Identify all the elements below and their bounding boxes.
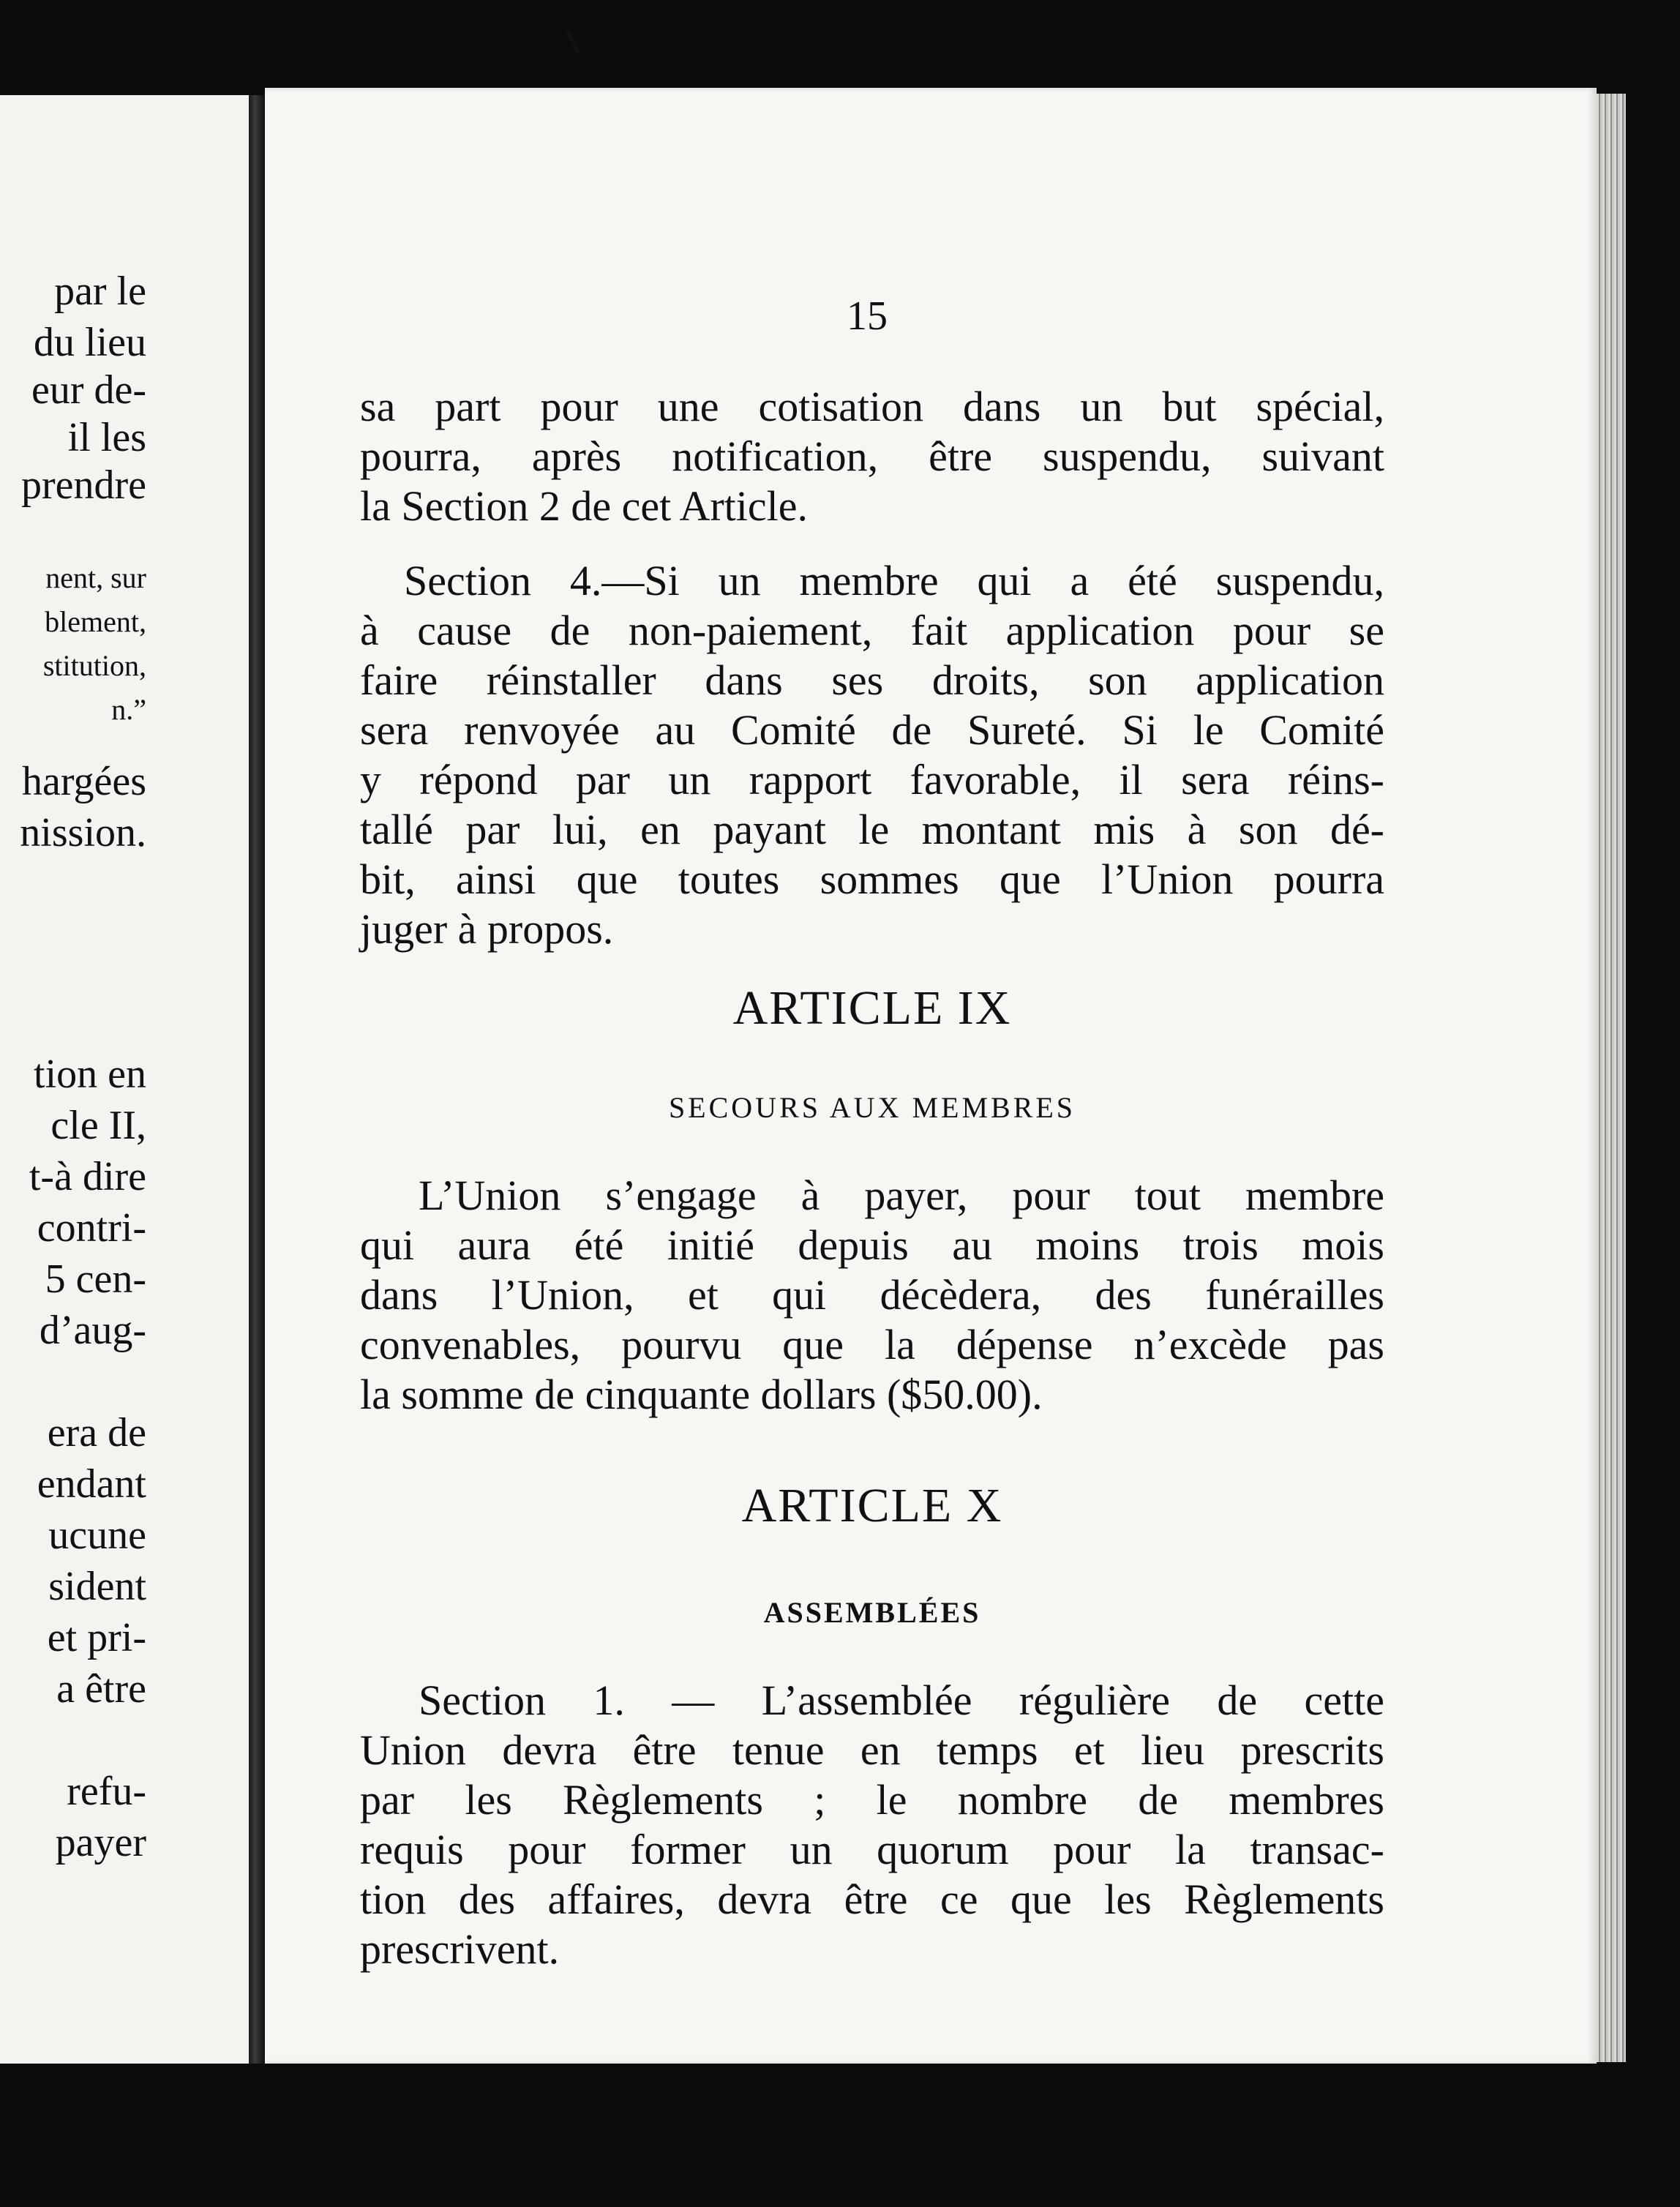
article-9-heading: ARTICLE IX [732, 981, 1012, 1035]
left-page-text-fragment: a être [56, 1666, 146, 1712]
left-page-text-fragment: ucune [48, 1513, 146, 1558]
page-edge-stack [1597, 94, 1626, 2062]
text-line: L’Union s’engage à payer, pour tout membre [419, 1172, 1384, 1219]
left-page-text-fragment: cle II, [50, 1103, 146, 1148]
text-line: requis pour former un quorum pour la transac- [360, 1826, 1384, 1873]
left-page-text-fragment: nent, sur [45, 561, 146, 594]
left-page-text-fragment: endant [37, 1461, 146, 1507]
text-line: par les Règlements ; le nombre de membres [360, 1776, 1384, 1824]
left-page-text-fragment: contri- [37, 1205, 146, 1251]
book-gutter [249, 95, 265, 2064]
left-page-text-fragment: stitution, [42, 649, 146, 682]
text-line: tion des affaires, devra être ce que les Règlements [360, 1876, 1384, 1923]
left-page-text-fragment: t-à dire [29, 1154, 146, 1199]
left-page-text-fragment: n.” [111, 693, 146, 726]
text-line: y répond par un rapport favorable, il sera réins- [360, 756, 1384, 803]
left-page-text-fragment: sident [48, 1564, 146, 1609]
article-9-subheading: SECOURS AUX MEMBRES [668, 1091, 1076, 1124]
left-facing-page [0, 95, 251, 2064]
left-page-text-fragment: tion en [34, 1052, 146, 1097]
text-line: juger à propos. [360, 905, 614, 953]
text-line: convenables, pourvu que la dépense n’excède pas [360, 1321, 1384, 1368]
left-page-text-fragment: prendre [20, 462, 146, 508]
article-10-subheading: ASSEMBLÉES [763, 1596, 981, 1629]
left-page-text-fragment: d’aug- [39, 1308, 146, 1353]
left-page-text-fragment: du lieu [34, 320, 146, 365]
page-number: 15 [847, 293, 888, 339]
article-10-heading: ARTICLE X [741, 1479, 1003, 1532]
scan-speck [566, 29, 580, 53]
text-line: pourra, après notification, être suspendu, suivant [360, 432, 1384, 480]
left-page-text-fragment: 5 cen- [45, 1256, 146, 1302]
left-page-text-fragment: payer [55, 1820, 146, 1865]
text-line: sa part pour une cotisation dans un but spécial, [360, 383, 1384, 430]
text-line: Section 4.—Si un membre qui a été suspendu, [404, 557, 1384, 604]
text-line: dans l’Union, et qui décèdera, des funérailles [360, 1271, 1384, 1319]
left-page-text-fragment: hargées [22, 759, 146, 804]
text-line: sera renvoyée au Comité de Sureté. Si le Comité [360, 706, 1384, 754]
left-page-text-fragment: il les [67, 415, 146, 460]
left-page-text-fragment: et pri- [47, 1615, 146, 1660]
left-page-text-fragment: era de [47, 1410, 146, 1455]
text-line: à cause de non-paiement, fait application pour se [360, 607, 1384, 654]
article-9-body [360, 1171, 1384, 1420]
left-page-text-fragment: blement, [45, 605, 146, 638]
left-page-text-fragment: nission. [20, 810, 146, 855]
text-line: Section 1. — L’assemblée régulière de cette [419, 1676, 1384, 1724]
left-page-text-fragment: eur de- [31, 367, 146, 413]
article-10-body [360, 1676, 1384, 1974]
text-line: la Section 2 de cet Article. [360, 482, 809, 530]
paragraph-continuation [360, 382, 1384, 531]
text-line: bit, ainsi que toutes sommes que l’Union pourra [360, 855, 1384, 903]
text-line: tallé par lui, en payant le montant mis à son dé- [360, 806, 1384, 853]
text-line: la somme de cinquante dollars ($50.00). [360, 1371, 1043, 1418]
text-line: Union devra être tenue en temps et lieu prescrits [360, 1726, 1384, 1774]
text-line: faire réinstaller dans ses droits, son application [360, 656, 1384, 704]
paragraph-section-4 [360, 556, 1384, 954]
text-line: qui aura été initié depuis au moins trois mois [360, 1221, 1384, 1269]
left-page-text-fragment: par le [54, 269, 146, 314]
text-line: prescrivent. [360, 1925, 560, 1973]
left-page-text-fragment: refu- [67, 1769, 146, 1814]
